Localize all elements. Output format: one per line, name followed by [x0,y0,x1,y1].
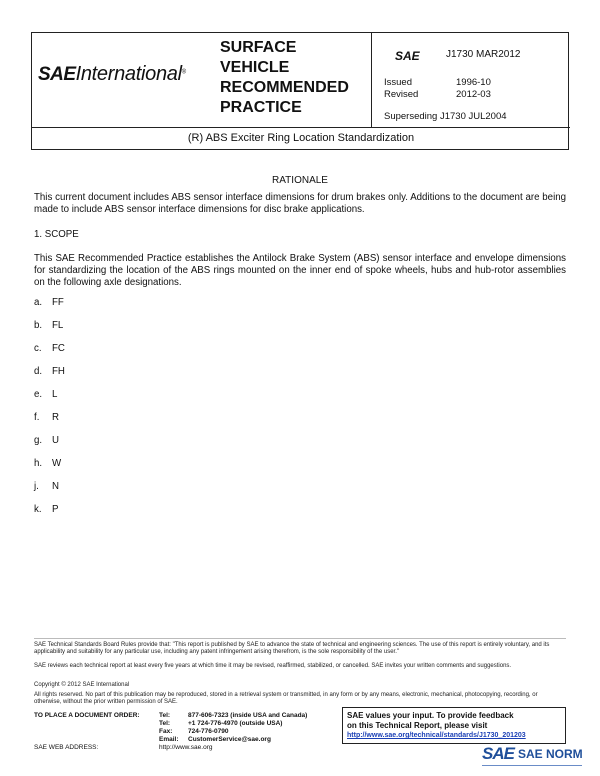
sae-norm-watermark-logo [482,744,586,772]
list-item: j. N [34,481,59,492]
list-item: c. FC [34,343,65,354]
revised-label: Revised [384,89,419,100]
issued-label: Issued [384,77,412,88]
copyright-notice: Copyright © 2012 SAE International [34,682,130,688]
list-item: d. FH [34,366,65,377]
footer-divider [34,638,566,639]
contact-label: Fax: [159,728,173,735]
feedback-text: SAE values your input. To provide feedback [347,711,514,720]
sae-mini-logo: SAE [395,49,420,63]
fax-number: 724-776-0790 [188,728,229,735]
list-item: f. R [34,412,59,423]
web-address-link[interactable]: http://www.sae.org [159,744,213,751]
email-address[interactable]: CustomerService@sae.org [188,736,271,743]
rationale-heading: RATIONALE [272,175,328,186]
review-statement: SAE reviews each technical report at least every five years at which time it may be revised, reaffirmed, stabilized, or cancelled. SAE invites your written comments and suggestions. [34,663,512,669]
norm-logo-sae: SAE [482,744,514,763]
standards-board-rules: SAE Technical Standards Board Rules provide that: "This report is published by SAE to advance the state of technical and engineering sciences. The use of this report is entirely voluntary, and its applicability and suitability for any particular use, including any patent infringement arising therefrom, is the sole responsibility of the user." [34,642,550,656]
list-item: a. FF [34,297,64,308]
list-item: b. FL [34,320,64,331]
norm-logo-underline [482,765,582,768]
rights-statement: All rights reserved. No part of this publication may be reproduced, stored in a retrieval system or transmitted, in any form or by any means, electronic, mechanical, photocopying, recording, or otherwise, without the prior written permission of SAE. [34,692,538,706]
logo-international-text: International [75,63,182,85]
issued-date: 1996-10 [456,77,491,88]
order-label: TO PLACE A DOCUMENT ORDER: [34,712,140,719]
list-item: g. U [34,435,59,446]
rationale-paragraph: This current document includes ABS sensor interface dimensions for drum brakes only. Additions to the document are being made to include ABS sensor interface dimensions for disc brake applications. [34,192,566,215]
document-title: (R) ABS Exciter Ring Location Standardization [187,132,415,144]
category-line: VEHICLE [220,59,290,76]
feedback-text: on this Technical Report, please visit [347,721,488,730]
contact-label: Email: [159,736,179,743]
contact-values [188,712,307,744]
header-divider-horizontal [32,127,570,128]
category-line: PRACTICE [220,99,302,116]
issued-row [384,77,564,88]
norm-logo-word: SAE NORM [518,747,583,761]
document-category [220,38,370,118]
sae-international-logo [38,63,238,91]
tel-international: +1 724-776-4970 (outside USA) [188,720,283,727]
scope-paragraph: This SAE Recommended Practice establishes the Antilock Brake System (ABS) sensor interface and envelope dimensions for standardizing the location of the ABS rings mounted on the inner end of spoke wheels, hubs and hub-rotor assemblies on the following axle designations. [34,253,566,288]
contact-label: Tel: [159,712,171,719]
list-item: k. P [34,504,59,515]
document-header [31,32,569,150]
contact-labels [159,712,179,744]
scope-heading: 1. SCOPE [34,229,79,240]
category-line: RECOMMENDED [220,79,349,96]
revised-row [384,89,564,100]
web-address-label: SAE WEB ADDRESS: [34,744,99,751]
superseding-note: Superseding J1730 JUL2004 [384,111,507,122]
feedback-box [342,707,566,744]
tel-domestic: 877-606-7323 (inside USA and Canada) [188,712,308,719]
logo-trademark: ® [181,69,187,76]
list-item: h. W [34,458,62,469]
list-item: e. L [34,389,58,400]
header-divider-vertical [371,33,372,127]
logo-sae-mark: SAE [38,64,76,85]
feedback-link[interactable]: http://www.sae.org/technical/standards/J1730_201203 [347,732,526,739]
document-number: J1730 MAR2012 [446,49,521,60]
category-line: SURFACE [220,39,297,56]
contact-label: Tel: [159,720,171,727]
revised-date: 2012-03 [456,89,491,100]
